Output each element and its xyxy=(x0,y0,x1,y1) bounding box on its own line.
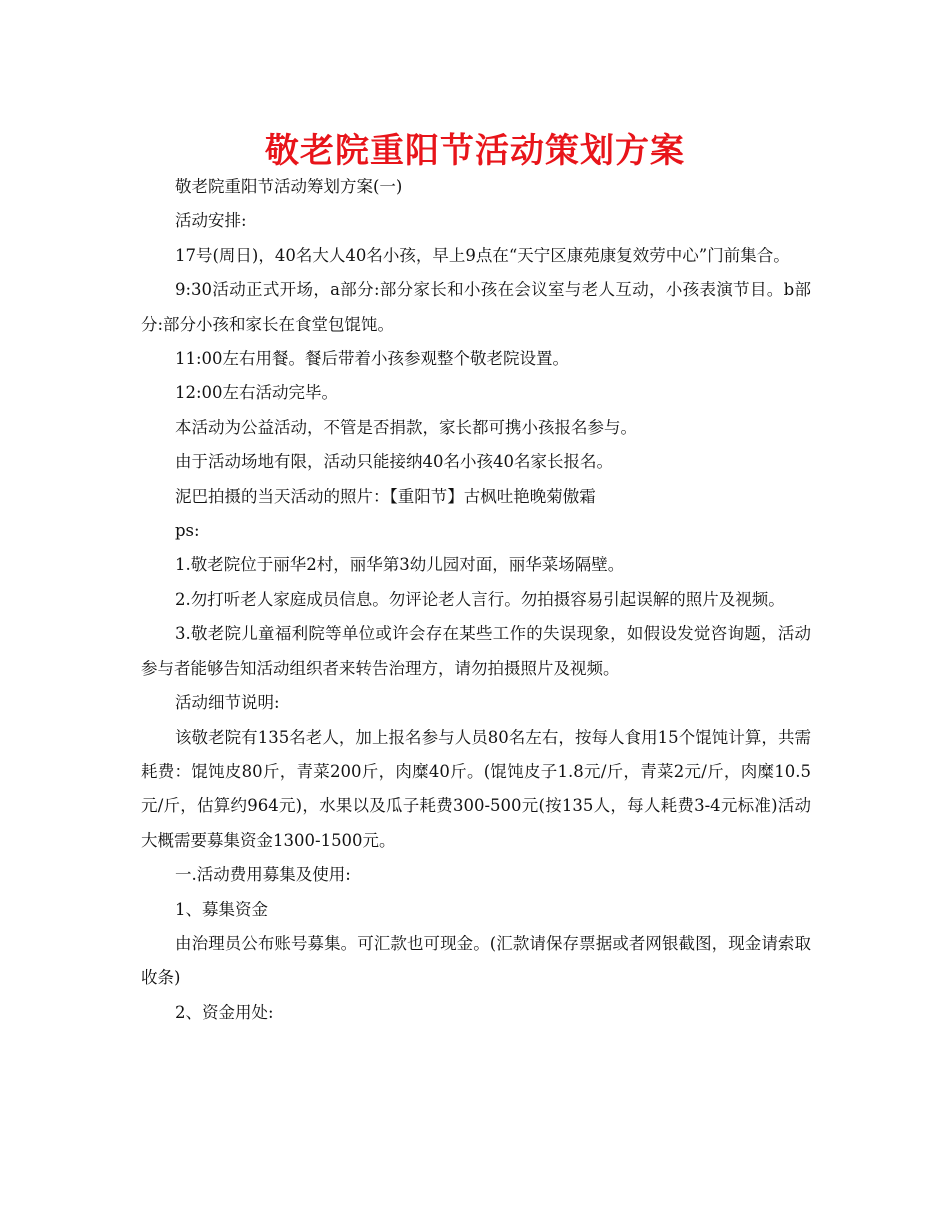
document-title: 敬老院重阳节活动策划方案 xyxy=(265,131,685,171)
paragraph-start: 9:30活动正式开场，a部分:部分家长和小孩在会议室与老人互动，小孩表演节目。b部分:部分小孩和家长在食堂包馄饨。 xyxy=(141,280,811,334)
paragraph-ps: ps: xyxy=(175,521,200,541)
paragraph-section-1: 一.活动费用募集及使用: xyxy=(175,865,351,885)
paragraph-subtitle: 敬老院重阳节活动筹划方案(一) xyxy=(175,177,403,196)
paragraph-ps-3: 3.敬老院儿童福利院等单位或许会存在某些工作的失误现象，如假设发觉咨询题，活动参与者能够告知活动组织者来转告治理方，请勿拍摄照片及视频。 xyxy=(141,624,811,678)
paragraph-lunch: 11:00左右用餐。餐后带着小孩参观整个敬老院设置。 xyxy=(175,349,570,369)
paragraph-photos: 泥巴拍摄的当天活动的照片：【重阳节】古枫吐艳晚菊傲霜 xyxy=(175,486,596,506)
paragraph-capacity: 由于活动场地有限，活动只能接纳40名小孩40名家长报名。 xyxy=(175,452,613,472)
paragraph-details: 该敬老院有135名老人，加上报名参与人员80名左右，按每人食用15个馄饨计算，共需耗费：馄饨皮80斤，青菜200斤，肉糜40斤。(馄饨皮子1.8元/斤，青菜2元/斤，肉糜10.5元/斤，估算约964元)，水果以及瓜子耗费300-500元(按135人，每人耗费3-4元标准)活动大概需要募集资金1300-1500元。 xyxy=(141,727,811,850)
paragraph-charity: 本活动为公益活动，不管是否捐款，家长都可携小孩报名参与。 xyxy=(175,417,637,437)
document-body xyxy=(141,170,811,1030)
paragraph-details-heading: 活动细节说明: xyxy=(175,693,280,713)
paragraph-fundraising: 1、募集资金 xyxy=(175,899,268,919)
paragraph-fundraising-detail: 由治理员公布账号募集。可汇款也可现金。(汇款请保存票据或者网银截图，现金请索取收条) xyxy=(141,933,811,988)
paragraph-end: 12:00左右活动完毕。 xyxy=(175,383,339,403)
paragraph-ps-1: 1.敬老院位于丽华2村，丽华第3幼儿园对面，丽华菜场隔壁。 xyxy=(175,555,625,575)
paragraph-gathering: 17号(周日)，40名大人40名小孩，早上9点在“天宁区康苑康复效劳中心”门前集合。 xyxy=(175,245,790,265)
paragraph-ps-2: 2.勿打听老人家庭成员信息。勿评论老人言行。勿拍摄容易引起误解的照片及视频。 xyxy=(175,589,785,609)
paragraph-fund-usage: 2、资金用处: xyxy=(175,1002,274,1022)
paragraph-schedule-heading: 活动安排: xyxy=(175,211,247,231)
